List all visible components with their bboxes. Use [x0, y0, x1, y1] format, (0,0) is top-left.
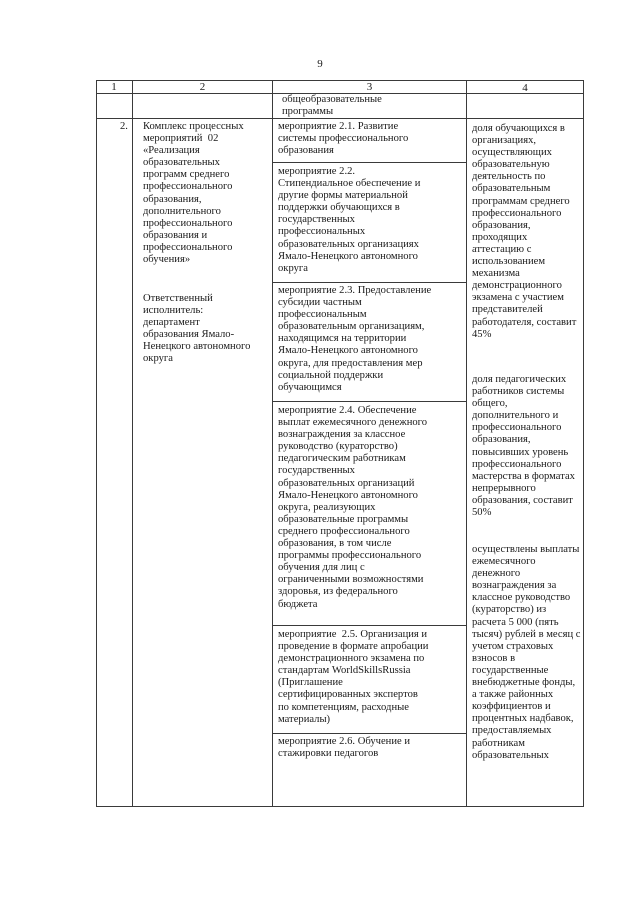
row-number: 2.	[120, 121, 128, 132]
measure-divider-5	[272, 733, 466, 734]
measure-2-3: мероприятие 2.3. Предоставление субсидии частным профессиональным образовательным организациям, находящимся на территории Ямало-Ненецкого автономного округа, для предоставления мер социальной поддержки обучающимся	[278, 285, 432, 393]
continuation-measure-text: общеобразовательные программы	[282, 94, 382, 118]
header-col-1: 1	[111, 81, 117, 93]
measure-2-2: мероприятие 2.2. Стипендиальное обеспечение и другие формы материальной поддержки обучающихся в государственных профессиональных образовательных организациях Ямало-Ненецкого автономного округа	[278, 166, 421, 274]
measure-divider-3	[272, 401, 466, 402]
complex-title: Комплекс процессных мероприятий 02 «Реализация образовательных программ среднего профессионального образования, дополнительного профессионального образования и профессионального обучения»	[143, 121, 244, 266]
responsible-executor: Ответственный исполнитель: департамент образования Ямало- Ненецкого автономного округа	[143, 293, 251, 365]
measure-divider-1	[272, 162, 466, 163]
table-border-bottom	[96, 806, 584, 807]
column-divider-3	[466, 80, 467, 807]
column-divider-1	[132, 80, 133, 807]
page-number: 9	[317, 58, 323, 70]
header-col-4: 4	[522, 82, 528, 94]
program-table	[96, 80, 584, 807]
table-border-right	[583, 80, 584, 807]
measure-2-6: мероприятие 2.6. Обучение и стажировки педагогов	[278, 736, 411, 760]
header-col-2: 2	[199, 81, 206, 93]
header-col-3: 3	[366, 81, 373, 93]
measure-divider-2	[272, 282, 466, 283]
indicator-teacher-share: доля педагогических работников системы общего, дополнительного и профессионального образования, повысивших уровень профессионального мастерства в форматах непрерывного образования, составит 50%	[472, 374, 575, 519]
table-border-left	[96, 80, 97, 807]
indicator-curator-payments: осуществлены выплаты ежемесячного денежного вознаграждения за классное руководство (кураторство) из расчета 5 000 (пять тысяч) рублей в месяц с учетом страховых взносов в государственные внебюджетные фонды, а также районных коэффициентов и процентных надбавок, предоставляемых работникам образовательных	[472, 544, 581, 761]
measure-2-4: мероприятие 2.4. Обеспечение выплат ежемесячного денежного вознаграждения за классное руководство (кураторство) педагогическим работникам государственных образовательных организаций Ямало-Ненецкого автономного округа, реализующих образовательные программы среднего профессионального образования, в том числе программы профессионального обучения для лиц с ограниченными возможностями здоровья, из федерального бюджета	[278, 405, 428, 610]
indicator-exam-share: доля обучающихся в организациях, осуществляющих образовательную деятельность по образовательным программам среднего профессионального образования, проходящих аттестацию с использованием механизма демонстрационного экзамена с участием представителей работодателя, составит 45%	[472, 123, 577, 340]
measure-2-1: мероприятие 2.1. Развитие системы профессионального образования	[278, 121, 409, 157]
measure-divider-4	[272, 625, 466, 626]
column-divider-2	[272, 80, 273, 807]
measure-2-5: мероприятие 2.5. Организация и проведение в формате апробации демонстрационного экзамена по стандартам WorldSkillsRussia (Приглашение сертифицированных экспертов по компетенциям, расходные материалы)	[278, 629, 429, 725]
